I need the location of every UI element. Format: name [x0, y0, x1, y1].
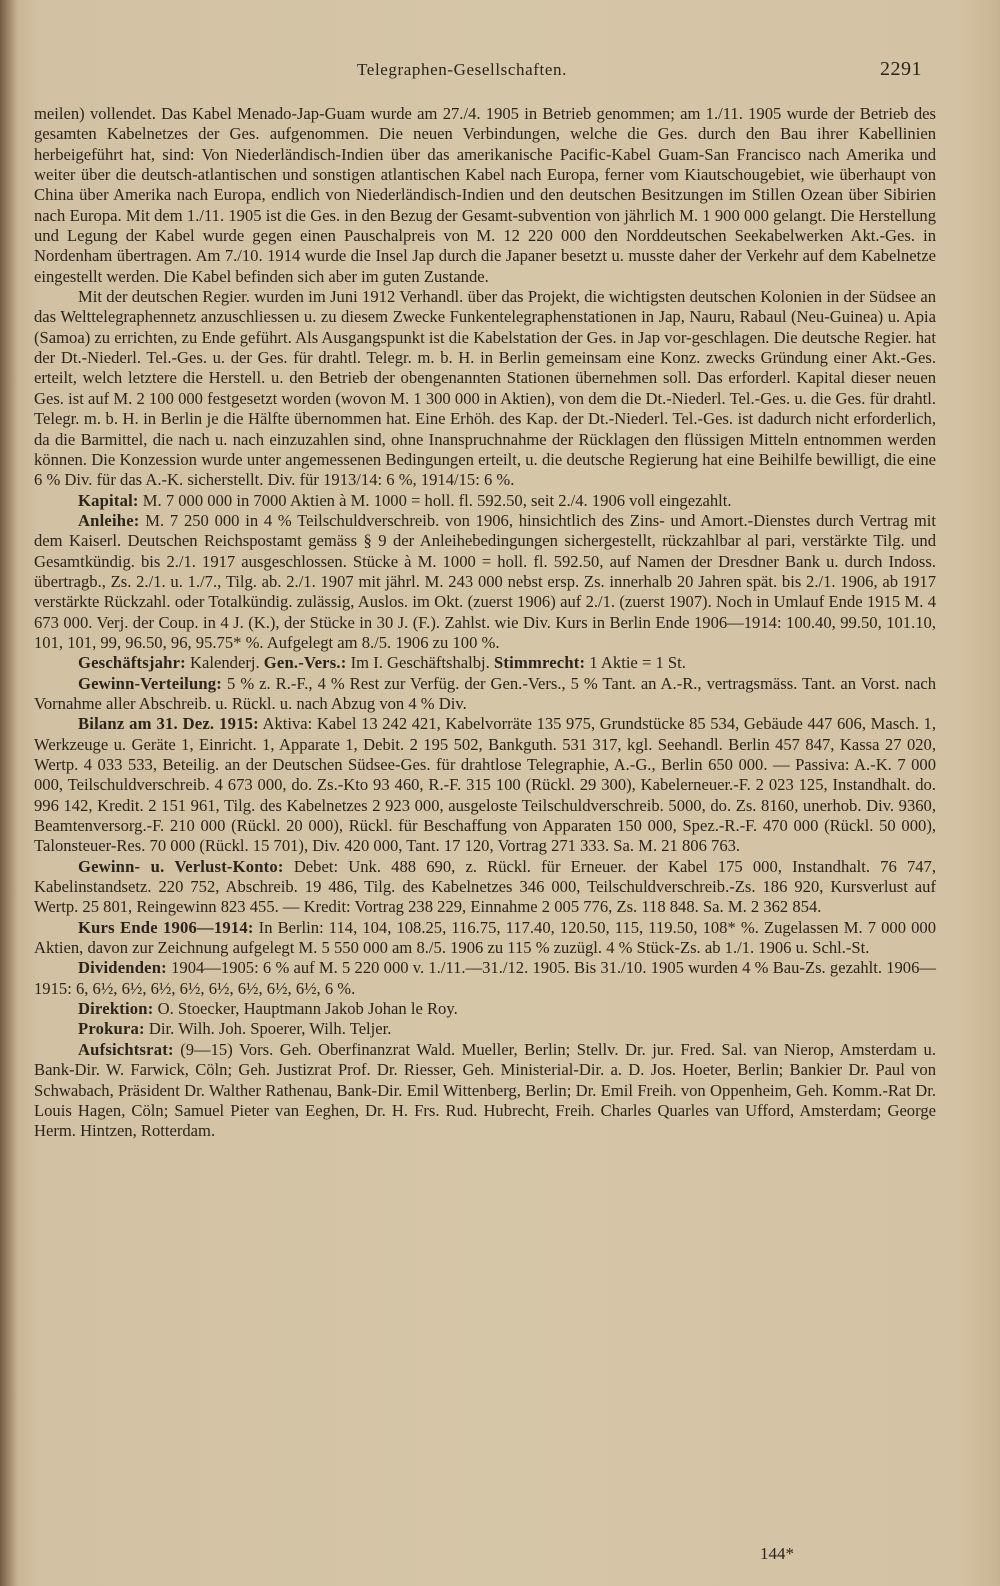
section-label: Bilanz am 31. Dez. 1915: [78, 714, 259, 734]
section-label: Kapital: [78, 490, 139, 510]
paragraph-text: 5 % z. R.-F., 4 % Rest zur Verfüg. der Gen.-Vers., 5 % Tant. an A.-R., vertragsmäss. Tant. an Vorst. nach Vornahme aller Abschreib. u. Rückl. u. nach Abzug von 4 % Div. [34, 673, 936, 713]
body-text [34, 104, 936, 1142]
section-label: Geschäftsjahr: [78, 653, 186, 673]
section-label: Direktion: [78, 999, 154, 1019]
section-label: Stimmrecht: [493, 653, 586, 673]
section-label: Anleihe: [78, 510, 140, 530]
printer-signature: 144* [760, 1544, 794, 1563]
section-label: Prokura: [78, 1019, 145, 1039]
page-header [0, 58, 1000, 88]
page-number: 2291 [880, 58, 922, 80]
paragraph-text: Aktiva: Kabel 13 242 421, Kabelvorräte 135 975, Grundstücke 85 534, Gebäude 447 606, Masch. 1, Werkzeuge u. Geräte 1, Einricht. 1, Apparate 1, Debit. 2 195 502, Bankguth. 531 317, kgl. Seehandl. Berlin 457 847, Kassa 27 020, Wertp. 4 033 533, Beteilig. an der Deutschen Südsee-Ges. für drahtlose Telegraphie, A.-G., Berlin 650 000. — Passiva: A.-K. 7 000 000, Teilschuldverschreib. 4 673 000, do. Zs.-Kto 93 460, R.-F. 315 100 (Rückl. 29 300), Kabelerneuer.-F. 2 023 125, Instandhalt. do. 996 142, Kredit. 2 151 961, Tilg. des Kabelnetzes 2 923 000, ausgeloste Teilschuldverschreib. 5000, do. Zs. 8160, unerhob. Div. 9360, Beamtenversorg.-F. 210 000 (Rückl. 20 000), Rückl. für Beschaffung von Apparaten 150 000, Spez.-R.-F. 470 000 (Rückl. 50 000), Talonsteuer-Res. 70 000 (Rückl. 15 701), Div. 420 000, Tant. 17 120, Vortrag 271 333. Sa. M. 21 806 763. [34, 714, 937, 856]
paragraph-text: (9—15) Vors. Geh. Oberfinanzrat Wald. Mueller, Berlin; Stellv. Dr. jur. Fred. Sal. van Nierop, Amsterdam u. Bank-Dir. W. Farwick, Cöln; Geh. Justizrat Prof. Dr. Riesser, Geh. Ministerial-Dir. a. D. Jos. Hoeter, Berlin; Bankier Dr. Paul von Schwabach, Präsident Dr. Walther Rathenau, Bank-Dir. Emil Wittenberg, Berlin; Dr. Emil Freih. von Oppenheim, Geh. Komm.-Rat Dr. Louis Hagen, Cöln; Samuel Pieter van Eeghen, Dr. H. Frs. Rud. Hubrecht, Freih. Charles Quarles van Ufford, Amsterdam; George Herm. Hintzen, Rotterdam. [34, 1039, 936, 1141]
paragraph-gewinn-verteilung [34, 674, 936, 715]
section-label: Aufsichtsrat: [78, 1039, 174, 1059]
paragraph-text: 1904—1905: 6 % auf M. 5 220 000 v. 1./11.—31./12. 1905. Bis 31./10. 1905 wurden 4 % Bau-Zs. gezahlt. 1906—1915: 6, 6½, 6½, 6½, 6½, 6½, 6½, 6½, 6½, 6 %. [34, 958, 936, 998]
paragraph-text: Debet: Unk. 488 690, z. Rückl. für Erneuer. der Kabel 175 000, Instandhalt. 76 747, Kabelinstandsetz. 220 752, Abschreib. 19 486, Tilg. des Kabelnetzes 346 000, Teilschuldverschreib.-Zs. 186 920, Kursverlust auf Wertp. 25 801, Reingewinn 823 455. — Kredit: Vortrag 238 229, Einnahme 2 005 776, Zs. 118 848. Sa. M. 2 362 854. [34, 856, 937, 917]
paragraph-gewinn-verlust [34, 857, 936, 918]
paragraph-text: M. 7 250 000 in 4 % Teilschuldverschreib. von 1906, hinsichtlich des Zins- und Amort.-Dienstes durch Vertrag mit dem Kaiserl. Deutschen Reichspostamt gemäss § 9 der Anleihebedingungen sichergestellt, rückzahlbar al pari, verstärkte Tilg. und Gesamtkündig. bis 2./1. 1917 ausgeschlossen. Stücke à M. 1000 = holl. fl. 592.50, auf Namen der Dresdner Bank u. durch Indoss. übertragb., Zs. 2./1. u. 1./7., Tilg. ab. 2./1. 1907 mit jährl. M. 243 000 nebst ersp. Zs. innerhalb 20 Jahren spät. bis 2./1. 1906, ab 1917 verstärkte Rückzahl. oder Totalkündig. zulässig, Auslos. im Okt. (zuerst 1906) auf 2./1. (zuerst 1907). Noch in Umlauf Ende 1915 M. 4 673 000. Verj. der Coup. in 4 J. (K.), der Stücke in 30 J. (F.). Zahlst. wie Div. Kurs in Berlin Ende 1906—1914: 100.40, 99.50, 101.10, 101, 101, 99, 96.50, 96, 95.75* %. Aufgelegt am 8./5. 1906 zu 100 %. [34, 510, 937, 652]
running-title: Telegraphen-Gesellschaften. [357, 60, 567, 79]
paragraph-dividenden [34, 958, 936, 999]
paragraph-text: meilen) vollendet. Das Kabel Menado-Jap-Guam wurde am 27./4. 1905 in Betrieb genommen; am 1./11. 1905 wurde der Betrieb des gesamten Kabelnetzes der Ges. aufgenommen. Die neuen Verbindungen, welche die Ges. durch den Bau ihrer Kabellinien herbeigeführt hat, sind: Von Niederländisch-Indien über das amerikanische Pacific-Kabel Guam-San Francisco nach Amerika und weiter über die deutsch-atlantischen und sonstigen atlantischen Kabel nach Europa, ferner vom Kiautschougebiet, wie überhaupt von China über Amerika nach Europa, endlich von Niederländisch-Indien und den deutschen Besitzungen im Stillen Ozean über Sibirien nach Europa. Mit dem 1./11. 1905 ist die Ges. in den Bezug der Gesamt-subvention von jährlich M. 1 900 000 gelangt. Die Herstellung und Legung der Kabel wurde gegen einen Pauschalpreis von M. 12 220 000 den Norddeutschen Seekabelwerken Akt.-Ges. in Nordenham übertragen. Am 7./10. 1914 wurde die Insel Jap durch die Japaner besetzt u. musste daher der Verkehr auf dem Kabelnetze eingestellt werden. Die Kabel befinden sich aber im guten Zustande. [34, 104, 936, 286]
section-label: Gen.-Vers.: [263, 653, 347, 673]
paragraph-geschaeftsjahr [34, 653, 936, 673]
paragraph-text: Im I. Geschäftshalbj. [350, 653, 490, 673]
paragraph-text: M. 7 000 000 in 7000 Aktien à M. 1000 = holl. fl. 592.50, seit 2./4. 1906 voll eingezahlt. [142, 490, 732, 510]
paragraph-direktion [34, 999, 936, 1019]
paragraph-kapital [34, 491, 936, 511]
section-label: Gewinn-Verteilung: [78, 673, 223, 693]
paragraph-text: Dir. Wilh. Joh. Spoerer, Wilh. Teljer. [148, 1019, 392, 1039]
paragraph-anleihe [34, 511, 936, 653]
paragraph-text: O. Stoecker, Hauptmann Jakob Johan le Roy. [157, 999, 458, 1019]
paragraph-text: In Berlin: 114, 104, 108.25, 116.75, 117.40, 120.50, 115, 119.50, 108* %. Zugelassen M. 7 000 000 Aktien, davon zur Zeichnung aufgelegt M. 5 550 000 am 8./5. 1906 zu 115 % zuzügl. 4 % Stück-Zs. ab 1./1. 1906 u. Schl.-St. [34, 917, 937, 958]
section-label: Dividenden: [78, 958, 167, 978]
section-label: Kurs Ende 1906—1914: [78, 917, 254, 937]
paragraph-prokura [34, 1019, 936, 1039]
paragraph-colonies-radio [34, 287, 936, 490]
paragraph-text: 1 Aktie = 1 St. [589, 653, 686, 673]
paragraph-bilanz [34, 714, 936, 856]
paragraph-cable-network [34, 104, 936, 287]
paragraph-aufsichtsrat [34, 1040, 936, 1142]
section-label: Gewinn- u. Verlust-Konto: [78, 856, 284, 876]
paragraph-text: Mit der deutschen Regier. wurden im Juni 1912 Verhandl. über das Projekt, die wichtigsten deutschen Kolonien in der Südsee an das Welttelegraphennetz anzuschliessen u. zu diesem Zwecke Funkentelegraphenstationen in Jap, Nauru, Rabaul (Neu-Guinea) u. Apia (Samoa) zu errichten, zu Ende geführt. Als Ausgangspunkt ist die Kabelstation der Ges. in Jap vor-geschlagen. Die deutsche Regier. hat der Dt.-Niederl. Tel.-Ges. u. der Ges. für drahtl. Telegr. m. b. H. in Berlin gemeinsam eine Konz. zwecks Gründung einer Akt.-Ges. erteilt, welch letztere die Herstell. u. den Betrieb der obengenannten Stationen übernehmen soll. Das erforderl. Kapital dieser neuen Ges. ist auf M. 2 100 000 festgesetzt worden (wovon M. 1 300 000 in Aktien), von dem die Dt.-Niederl. Tel.-Ges. u. die Ges. für drahtl. Telegr. m. b. H. in Berlin je die Hälfte übernommen hat. Eine Erhöh. des Kap. der Dt.-Niederl. Tel.-Ges. ist dadurch nicht erforderlich, da die Barmittel, die nach u. nach einzuzahlen sind, ohne Inanspruchnahme der Rücklagen den flüssigen Mitteln entnommen werden können. Die Konzession wurde unter angemessenen Bedingungen erteilt, u. die deutsche Regierung hat eine Beihilfe bewilligt, die eine 6 % Div. für das A.-K. sicherstellt. Div. für 1913/14: 6 %, 1914/15: 6 %. [34, 287, 936, 490]
paragraph-text: Kalenderj. [190, 653, 260, 673]
paragraph-kurs [34, 918, 936, 959]
